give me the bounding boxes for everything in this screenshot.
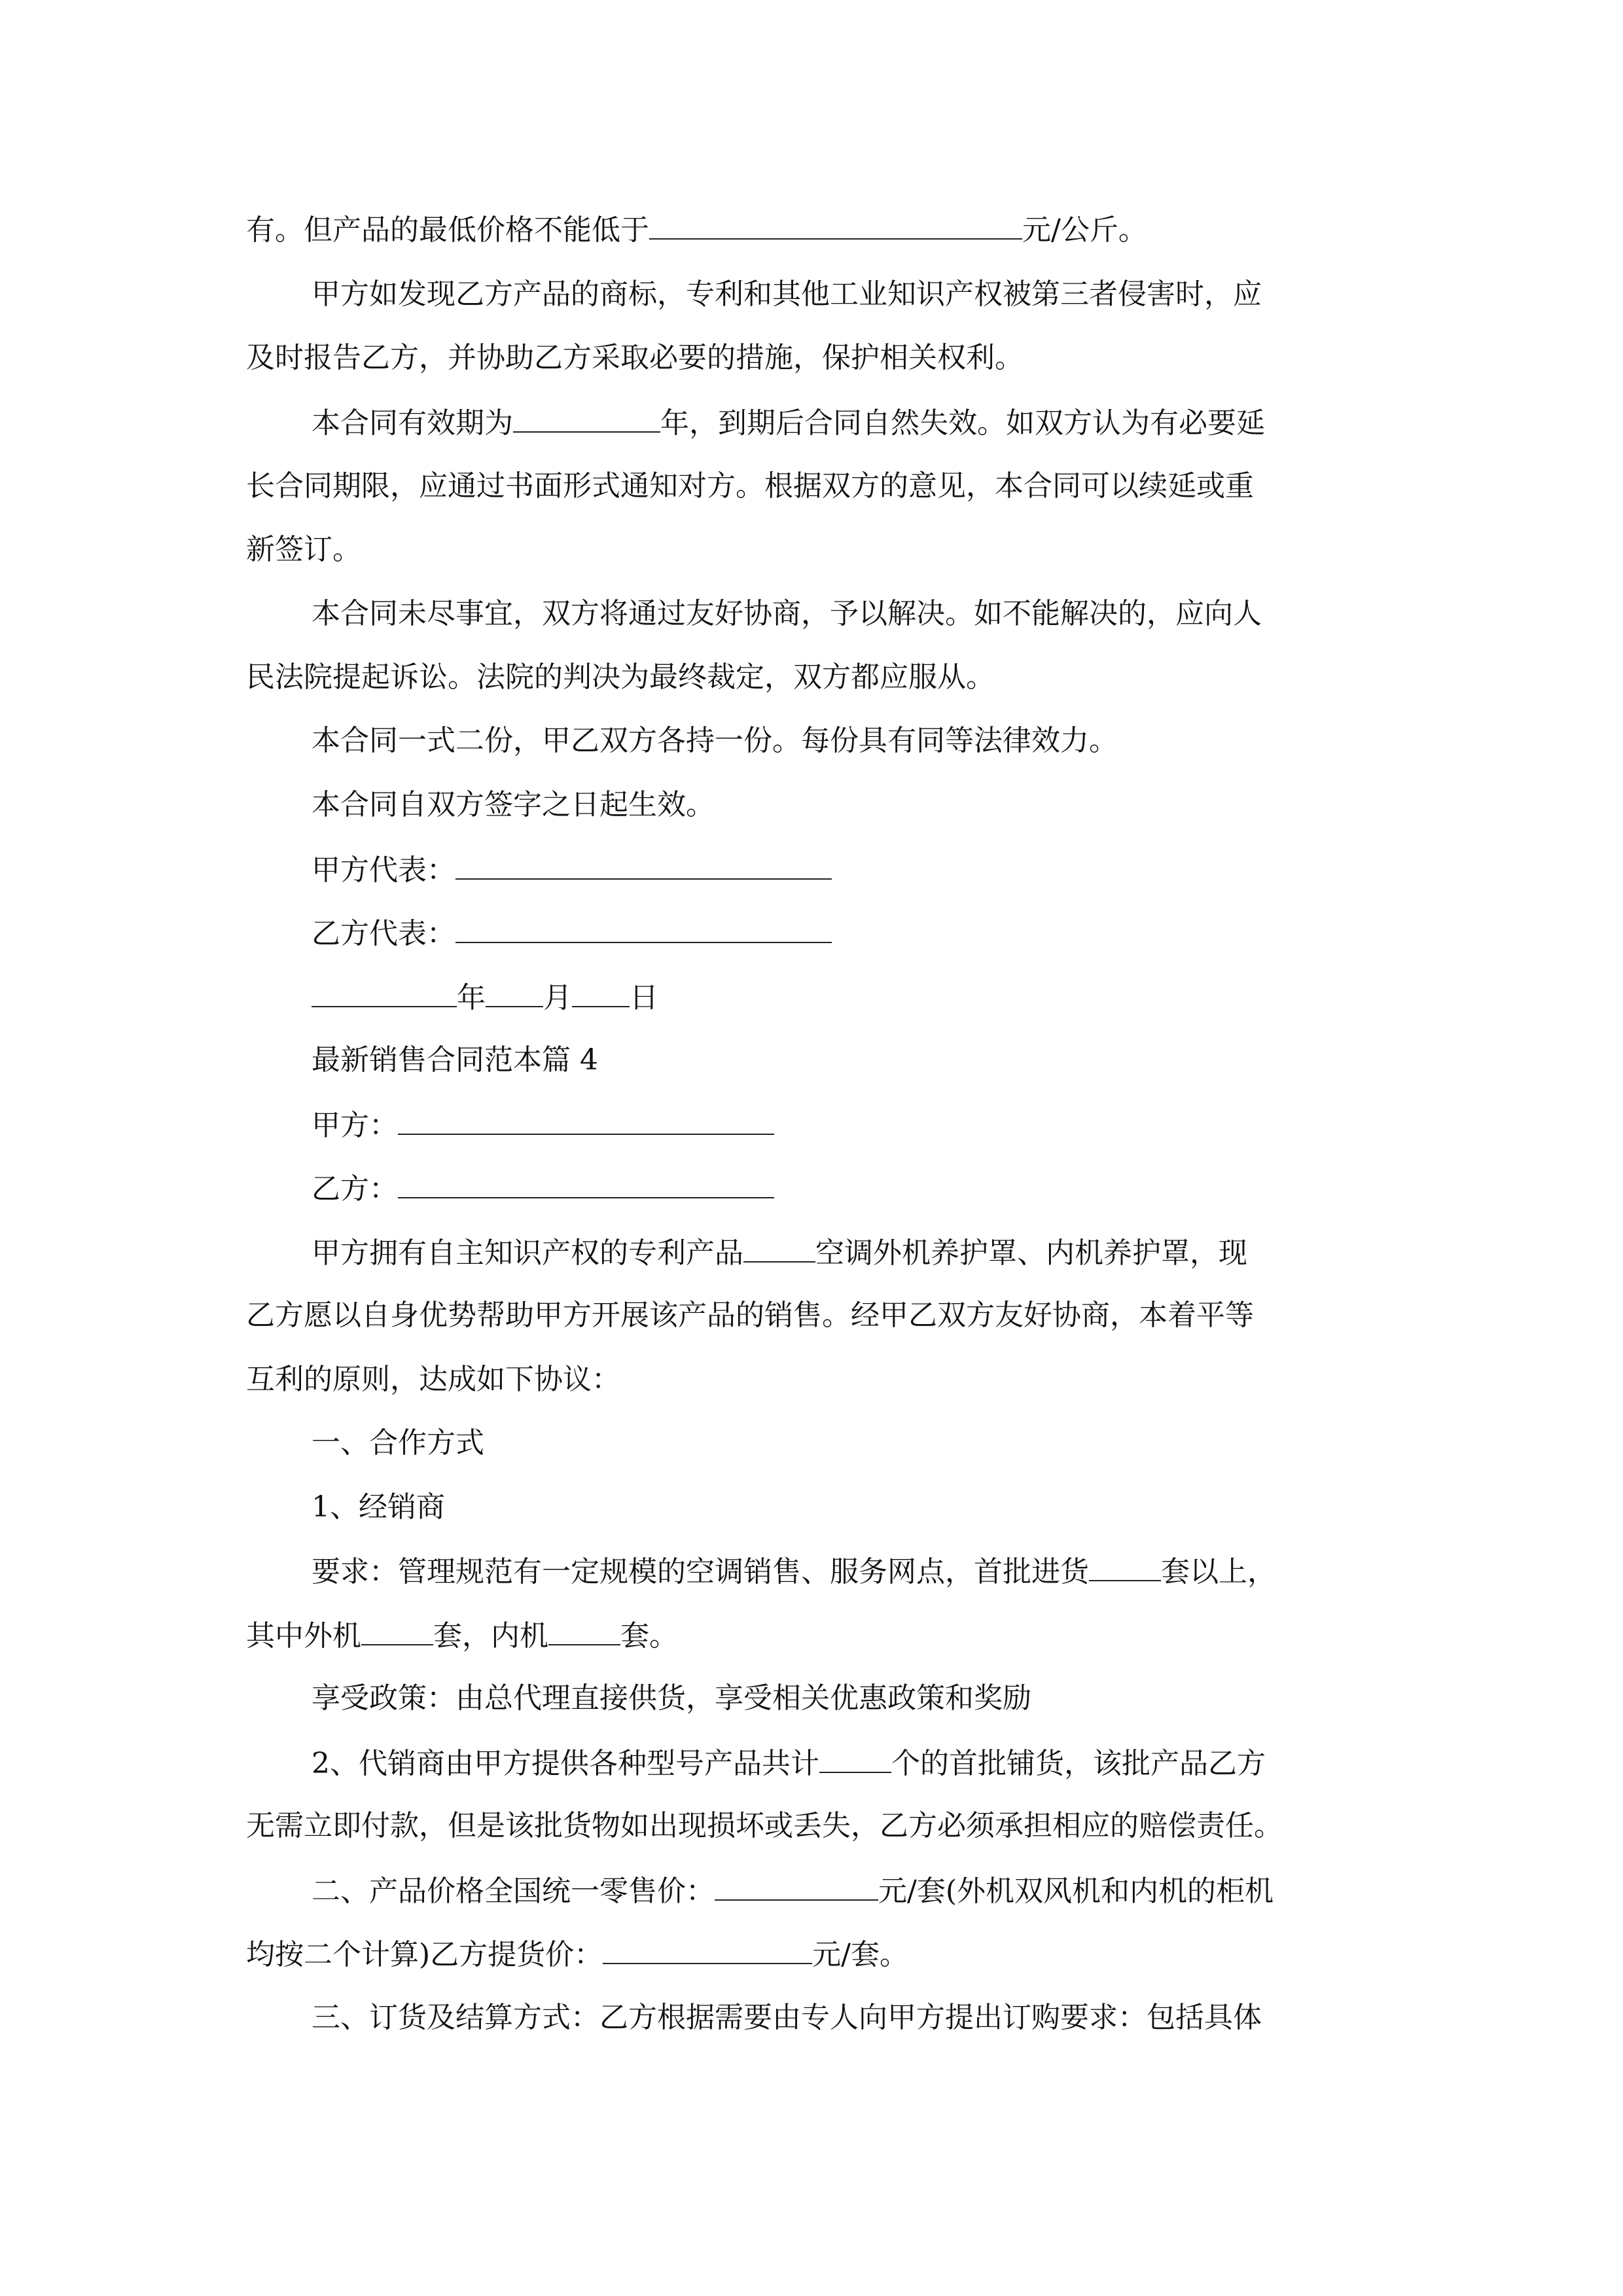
section-heading xyxy=(312,1041,598,1080)
text-line xyxy=(246,1360,620,1399)
blank-field-party-b[interactable] xyxy=(398,1168,774,1198)
text-segment: 年，到期后合同自然失效。如双方认为有必要延 xyxy=(660,406,1265,440)
text-line xyxy=(312,785,715,825)
text-segment: 1、经销商 xyxy=(312,1490,445,1524)
blank-field-consignment-count[interactable] xyxy=(819,1743,891,1773)
text-line xyxy=(312,1871,1274,1910)
text-line xyxy=(312,1743,1266,1782)
text-line xyxy=(312,1998,1262,2037)
blank-field-patent-product[interactable] xyxy=(743,1232,815,1263)
text-segment: 元/公斤。 xyxy=(1022,213,1147,247)
blank-field-party-b-rep[interactable] xyxy=(455,913,832,943)
blank-field-min-price[interactable] xyxy=(649,209,1022,240)
text-line xyxy=(246,209,1147,249)
blank-field-outdoor-sets[interactable] xyxy=(361,1615,433,1645)
text-line xyxy=(312,275,1262,314)
blank-field-year[interactable] xyxy=(312,977,457,1007)
text-segment: 乙方愿以自身优势帮助甲方开展该产品的销售。经甲乙双方友好协商，本着平等 xyxy=(246,1299,1254,1332)
text-segment: 互利的原则，达成如下协议： xyxy=(246,1363,620,1396)
text-line xyxy=(312,594,1262,634)
text-segment: 长合同期限，应通过书面形式通知对方。根据双方的意见，本合同可以续延或重 xyxy=(246,469,1254,503)
text-segment: 享受政策：由总代理直接供货，享受相关优惠政策和奖励 xyxy=(312,1681,1031,1715)
text-line xyxy=(246,1806,1283,1846)
text-segment: 空调外机养护罩、内机养护罩，现 xyxy=(815,1236,1247,1270)
text-segment: 本合同一式二份，甲乙双方各持一份。每份具有同等法律效力。 xyxy=(312,724,1118,757)
text-segment: 套，内机 xyxy=(433,1619,548,1653)
text-segment: 甲方代表： xyxy=(312,853,455,887)
party-a-line xyxy=(312,1105,774,1144)
text-segment: 新签订。 xyxy=(246,533,361,566)
blank-field-month[interactable] xyxy=(486,977,543,1007)
text-segment: 一、合作方式 xyxy=(312,1426,484,1460)
text-line xyxy=(246,1934,908,1973)
text-line xyxy=(246,530,361,569)
text-segment: 日 xyxy=(630,981,658,1014)
text-segment: 本合同未尽事宜，双方将通过友好协商，予以解决。如不能解决的，应向人 xyxy=(312,597,1262,630)
text-segment: 元/套。 xyxy=(812,1938,908,1971)
text-segment: 元/套(外机双风机和内机的柜机 xyxy=(878,1874,1274,1908)
text-line xyxy=(312,1232,1247,1272)
blank-field-day[interactable] xyxy=(572,977,630,1007)
subsection-heading xyxy=(312,1488,445,1527)
text-segment: 本合同有效期为 xyxy=(312,406,513,440)
text-line xyxy=(246,338,1024,378)
text-segment: 2、代销商由甲方提供各种型号产品共计 xyxy=(312,1747,819,1780)
date-line xyxy=(312,977,658,1016)
text-line xyxy=(312,1551,1276,1590)
text-segment: 甲方拥有自主知识产权的专利产品 xyxy=(312,1236,743,1270)
text-line xyxy=(246,1615,678,1655)
text-segment: 甲方： xyxy=(312,1109,398,1142)
blank-field-party-a-rep[interactable] xyxy=(455,850,832,880)
text-segment: 个的首批铺货，该批产品乙方 xyxy=(891,1747,1266,1780)
blank-field-first-batch-sets[interactable] xyxy=(1089,1551,1161,1581)
blank-field-indoor-sets[interactable] xyxy=(548,1615,620,1645)
text-segment: 乙方： xyxy=(312,1172,398,1206)
text-line xyxy=(312,1679,1031,1718)
text-segment: 要求：管理规范有一定规模的空调销售、服务网点，首批进货 xyxy=(312,1555,1089,1588)
text-segment: 二、产品价格全国统一零售价： xyxy=(312,1874,715,1908)
party-b-line xyxy=(312,1168,774,1208)
text-segment: 均按二个计算)乙方提货价： xyxy=(246,1938,603,1971)
blank-field-retail-price[interactable] xyxy=(715,1871,878,1901)
text-line xyxy=(312,721,1118,761)
blank-field-validity-years[interactable] xyxy=(513,403,660,433)
text-line xyxy=(246,467,1254,506)
text-segment: 三、订货及结算方式：乙方根据需要由专人向甲方提出订购要求：包括具体 xyxy=(312,2001,1262,2034)
text-line xyxy=(246,1296,1254,1335)
text-line xyxy=(246,658,995,697)
text-segment: 最新销售合同范本篇 4 xyxy=(312,1043,598,1077)
text-segment: 月 xyxy=(543,981,572,1014)
text-segment: 其中外机 xyxy=(246,1619,361,1653)
text-segment: 无需立即付款，但是该批货物如出现损坏或丢失，乙方必须承担相应的赔偿责任。 xyxy=(246,1809,1283,1842)
blank-field-party-a[interactable] xyxy=(398,1105,774,1135)
blank-field-pickup-price[interactable] xyxy=(603,1934,812,1964)
section-heading xyxy=(312,1424,484,1463)
signature-line-party-b-rep xyxy=(312,913,832,952)
text-segment: 乙方代表： xyxy=(312,917,455,950)
text-segment: 本合同自双方签字之日起生效。 xyxy=(312,788,715,821)
text-segment: 套。 xyxy=(620,1619,678,1653)
text-segment: 及时报告乙方，并协助乙方采取必要的措施，保护相关权利。 xyxy=(246,341,1024,374)
text-segment: 年 xyxy=(457,981,486,1014)
text-line xyxy=(312,403,1265,442)
text-segment: 甲方如发现乙方产品的商标，专利和其他工业知识产权被第三者侵害时，应 xyxy=(312,278,1262,311)
text-segment: 有。但产品的最低价格不能低于 xyxy=(246,213,649,247)
signature-line-party-a-rep xyxy=(312,850,832,889)
text-segment: 套以上， xyxy=(1161,1555,1276,1588)
text-segment: 民法院提起诉讼。法院的判决为最终裁定，双方都应服从。 xyxy=(246,660,995,694)
